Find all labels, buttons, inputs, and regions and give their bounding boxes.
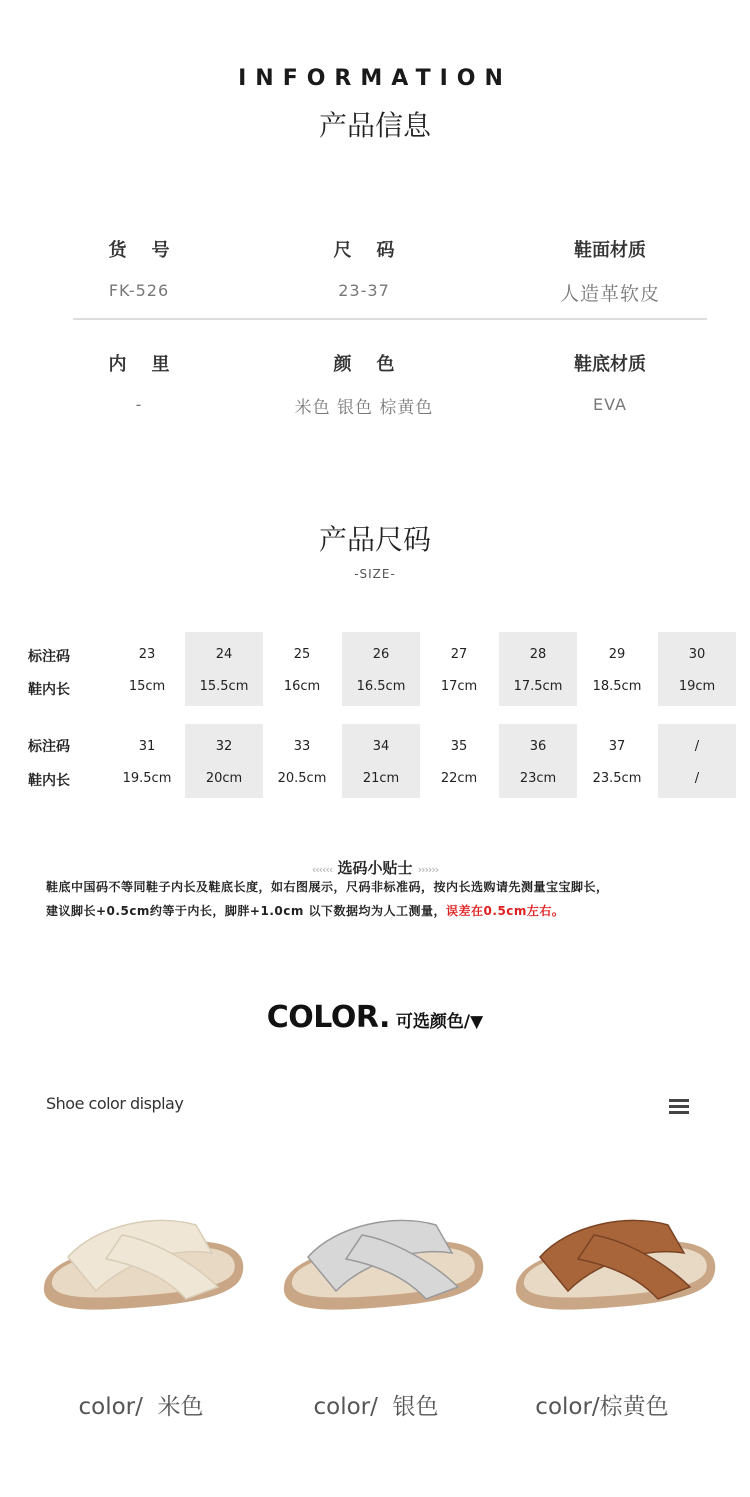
field-value-upper: 人造革软皮 — [559, 283, 660, 305]
size-cell — [578, 632, 656, 706]
size-cell — [342, 724, 420, 798]
size-code: 28 — [529, 647, 547, 662]
menu-icon-bar — [669, 1111, 689, 1114]
field-value-sole: EVA — [593, 395, 627, 414]
size-code: 27 — [450, 647, 468, 662]
inner-length: 20cm — [205, 771, 243, 786]
size-cell — [420, 724, 498, 798]
size-title: 产品尺码 — [318, 523, 431, 556]
size-cell — [499, 632, 577, 706]
tips-error-note: 误差在0.5cm左右。 — [446, 904, 565, 918]
field-label-color: 颜 色 — [333, 354, 395, 375]
size-cell — [658, 632, 736, 706]
inner-length: 20.5cm — [277, 771, 327, 786]
size-cell — [658, 724, 736, 798]
row-label-code: 标注码 — [28, 649, 70, 665]
size-cell — [499, 724, 577, 798]
size-code: 32 — [215, 739, 233, 754]
inner-length: 18.5cm — [592, 679, 642, 694]
inner-length: 16.5cm — [356, 679, 406, 694]
size-code: 29 — [608, 647, 626, 662]
color-heading-big: COLOR. — [266, 1000, 390, 1035]
size-cell — [578, 724, 656, 798]
inner-length: / — [694, 771, 700, 786]
inner-length: 23.5cm — [592, 771, 642, 786]
sandal-image — [508, 1195, 720, 1325]
sandal-image — [36, 1195, 248, 1325]
size-cell — [185, 632, 263, 706]
size-code: / — [694, 739, 700, 754]
size-table-row-1 — [0, 632, 750, 706]
inner-length: 16cm — [283, 679, 321, 694]
size-code: 24 — [215, 647, 233, 662]
tips-deco-left: ‹‹‹‹‹‹ — [311, 863, 333, 876]
inner-length: 15.5cm — [199, 679, 249, 694]
tips-line-2-text: 建议脚长+0.5cm约等于内长，脚胖+1.0cm 以下数据均为人工测量， — [46, 904, 447, 918]
color-heading — [0, 1000, 750, 1035]
size-code: 33 — [293, 739, 311, 754]
inner-length: 17cm — [440, 679, 478, 694]
inner-length: 19.5cm — [122, 771, 172, 786]
menu-icon-bar — [669, 1099, 689, 1102]
size-cell — [342, 632, 420, 706]
tips-deco-right: ›››››› — [417, 863, 439, 876]
size-cell — [108, 724, 186, 798]
color-heading-small: 可选颜色/▼ — [395, 1012, 484, 1032]
inner-length: 23cm — [519, 771, 557, 786]
field-label-lining: 内 里 — [108, 354, 170, 375]
inner-length: 19cm — [678, 679, 716, 694]
field-label-size: 尺 码 — [333, 240, 395, 261]
field-label-upper: 鞋面材质 — [574, 240, 646, 261]
size-code: 34 — [372, 739, 390, 754]
info-divider — [73, 318, 707, 320]
size-cell — [263, 724, 341, 798]
menu-icon-bar — [669, 1105, 689, 1108]
field-value-lining: - — [135, 395, 143, 414]
size-cell — [108, 632, 186, 706]
size-cell — [263, 632, 341, 706]
color-caption: color/ 米色 — [78, 1394, 204, 1420]
size-code: 35 — [450, 739, 468, 754]
field-value-size: 23-37 — [338, 281, 390, 300]
field-label-item-no: 货 号 — [108, 240, 170, 261]
size-code: 37 — [608, 739, 626, 754]
size-code: 26 — [372, 647, 390, 662]
inner-length: 22cm — [440, 771, 478, 786]
inner-length: 21cm — [362, 771, 400, 786]
field-label-sole: 鞋底材质 — [574, 354, 646, 375]
row-label-length: 鞋内长 — [28, 773, 70, 789]
color-caption: color/ 银色 — [313, 1394, 439, 1420]
color-caption: color/棕黄色 — [535, 1394, 669, 1420]
menu-icon[interactable] — [669, 1099, 689, 1115]
sandal-image — [276, 1195, 488, 1325]
inner-length: 15cm — [128, 679, 166, 694]
size-code: 30 — [688, 647, 706, 662]
size-subtitle: -SIZE- — [354, 567, 396, 581]
inner-length: 17.5cm — [513, 679, 563, 694]
tips-title-text: 选码小贴士 — [337, 859, 413, 877]
size-code: 36 — [529, 739, 547, 754]
size-cell — [185, 724, 263, 798]
tips-line-2 — [46, 899, 726, 923]
shoe-display-label: Shoe color display — [46, 1094, 184, 1113]
row-label-length: 鞋内长 — [28, 682, 70, 698]
size-code: 25 — [293, 647, 311, 662]
info-title: INFORMATION — [238, 66, 512, 91]
field-value-item-no: FK-526 — [108, 281, 170, 300]
size-code: 31 — [138, 739, 156, 754]
size-code: 23 — [138, 647, 156, 662]
field-value-color: 米色 银色 棕黄色 — [294, 398, 434, 418]
size-table-row-2 — [0, 724, 750, 798]
row-label-code: 标注码 — [28, 739, 70, 755]
info-subtitle: 产品信息 — [318, 109, 431, 142]
size-cell — [420, 632, 498, 706]
tips-line-1: 鞋底中国码不等同鞋子内长及鞋底长度，如右图展示，尺码非标准码，按内长选购请先测量宝宝脚长， — [46, 880, 609, 894]
